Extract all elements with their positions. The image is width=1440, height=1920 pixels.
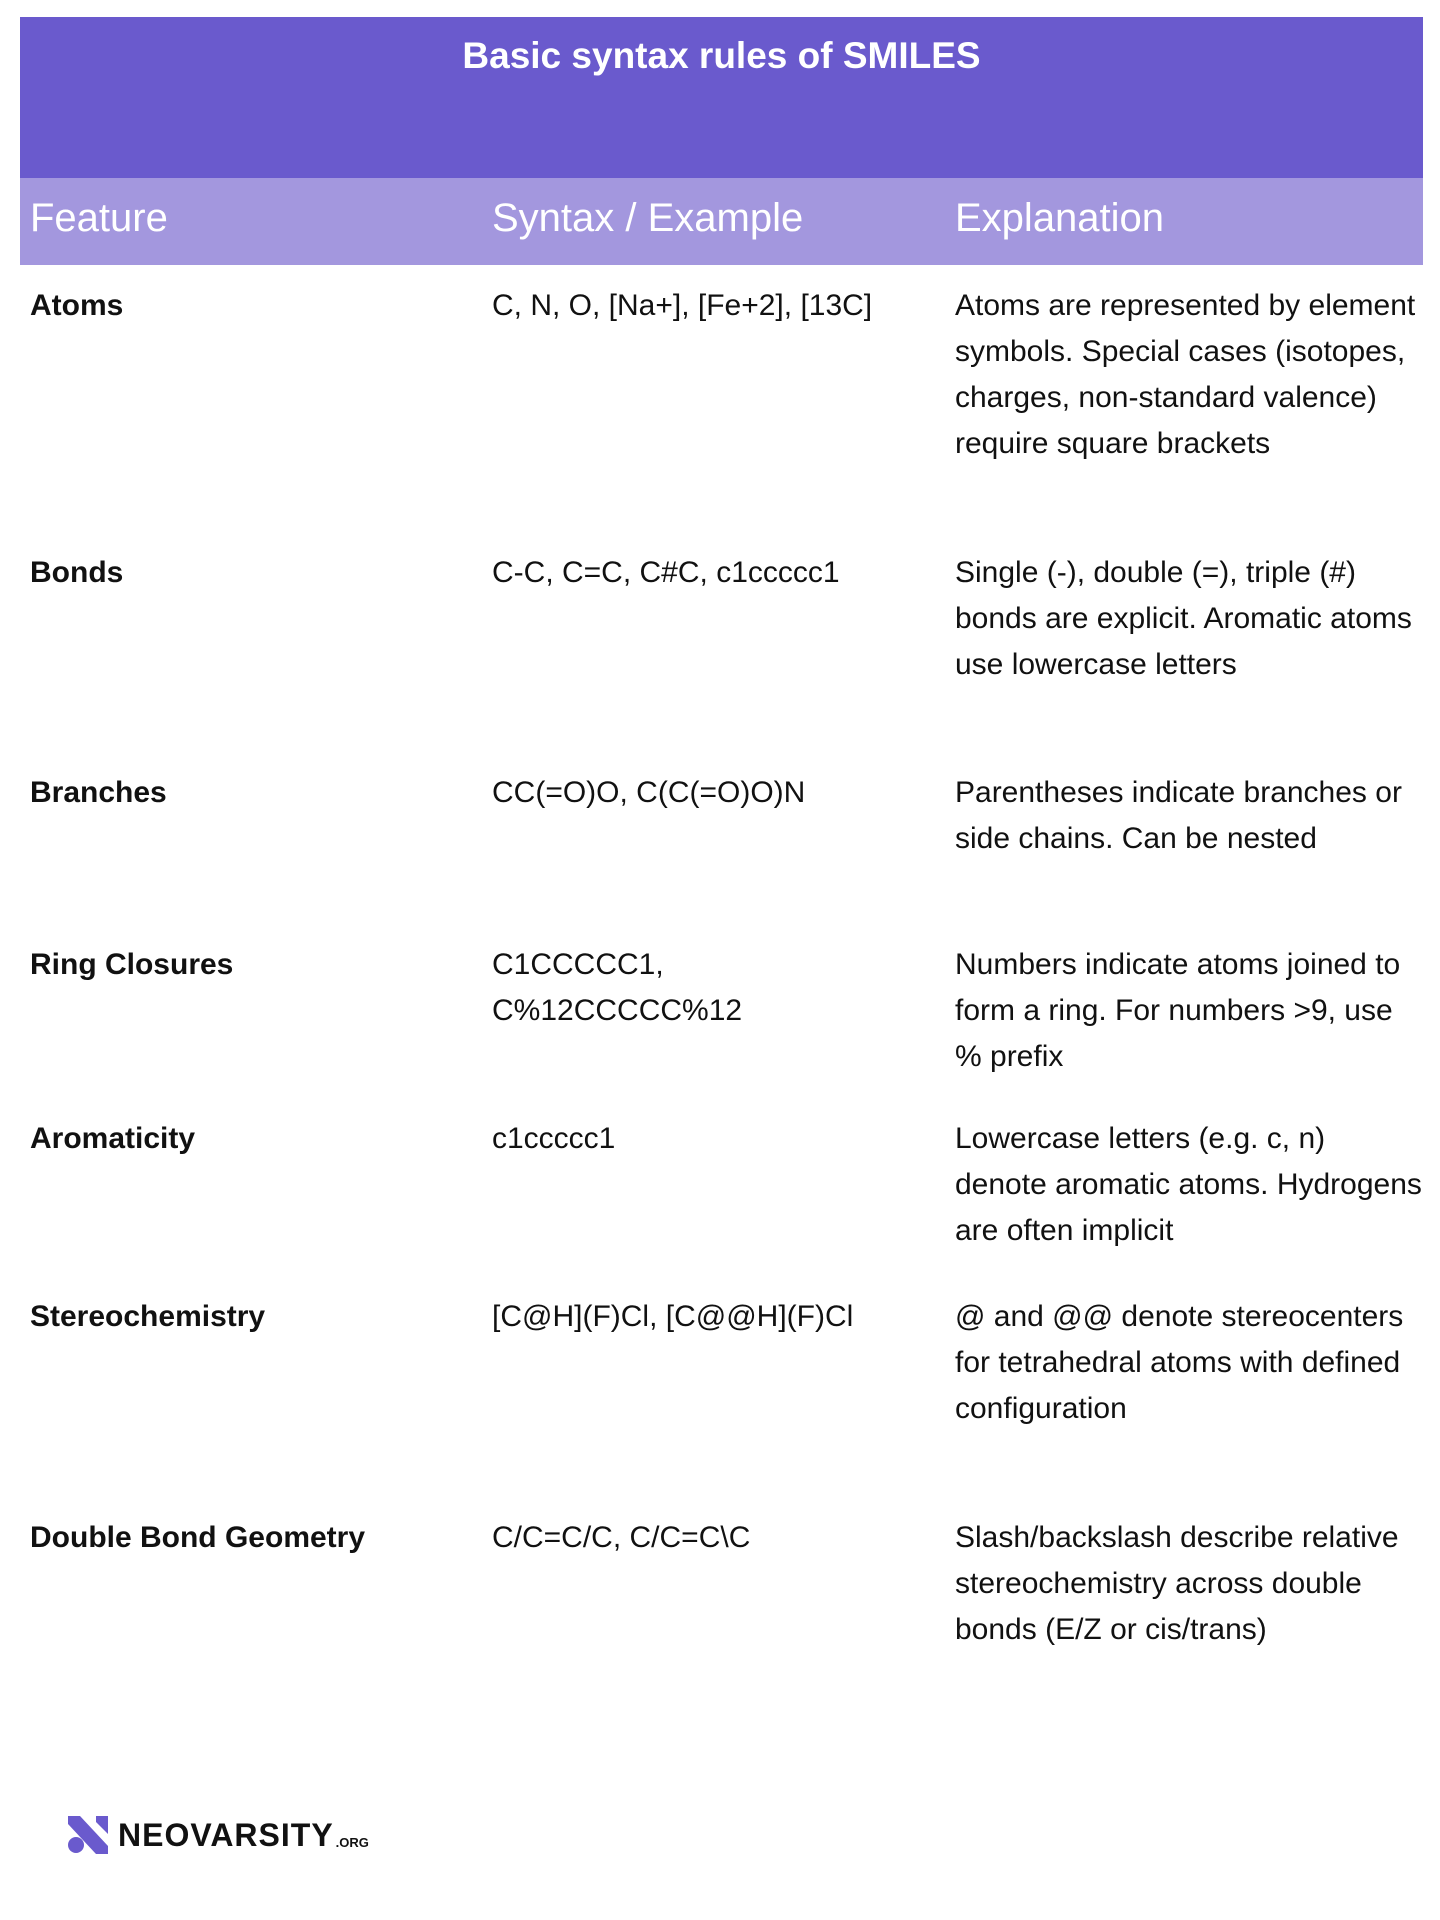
feature-cell: Atoms bbox=[30, 289, 124, 322]
title-banner bbox=[20, 17, 1423, 178]
feature-cell: Double Bond Geometry bbox=[30, 1521, 366, 1554]
syntax-cell: C-C, C=C, C#C, c1ccccc1 bbox=[492, 556, 840, 589]
feature-cell: Aromaticity bbox=[30, 1122, 196, 1155]
feature-cell: Branches bbox=[30, 776, 167, 809]
logo-mark-icon bbox=[68, 1816, 110, 1854]
neovarsity-logo bbox=[68, 1816, 369, 1854]
explanation-cell: Numbers indicate atoms joined to form a ring. For numbers >9, use % prefix bbox=[955, 948, 1401, 1073]
column-header-syntax: Syntax / Example bbox=[492, 196, 804, 240]
column-header-feature: Feature bbox=[30, 196, 168, 240]
feature-cell: Bonds bbox=[30, 556, 124, 589]
logo-name: NEOVARSITY bbox=[118, 1816, 334, 1853]
syntax-cell: C/C=C/C, C/C=C\C bbox=[492, 1521, 751, 1554]
explanation-cell: Lowercase letters (e.g. c, n) denote aromatic atoms. Hydrogens are often implicit bbox=[955, 1122, 1422, 1247]
syntax-cell: CC(=O)O, C(C(=O)O)N bbox=[492, 776, 806, 809]
logo-suffix: .ORG bbox=[335, 1834, 369, 1850]
explanation-cell: Parentheses indicate branches or side chains. Can be nested bbox=[955, 776, 1402, 855]
feature-cell: Ring Closures bbox=[30, 948, 234, 981]
feature-cell: Stereochemistry bbox=[30, 1300, 266, 1333]
syntax-cell: [C@H](F)Cl, [C@@H](F)Cl bbox=[492, 1300, 854, 1333]
explanation-cell: @ and @@ denote stereocenters for tetrahedral atoms with defined configuration bbox=[955, 1300, 1404, 1425]
explanation-cell: Slash/backslash describe relative stereochemistry across double bonds (E/Z or cis/trans) bbox=[955, 1521, 1399, 1646]
table-header bbox=[20, 178, 1423, 265]
explanation-cell: Single (-), double (=), triple (#) bonds are explicit. Aromatic atoms use lowercase letters bbox=[955, 556, 1412, 681]
syntax-cell: c1ccccc1 bbox=[492, 1122, 616, 1155]
page-title: Basic syntax rules of SMILES bbox=[462, 35, 981, 76]
column-header-explanation: Explanation bbox=[955, 196, 1165, 240]
syntax-cell: C1CCCCC1, C%12CCCCC%12 bbox=[492, 948, 743, 1027]
explanation-cell: Atoms are represented by element symbols. Special cases (isotopes, charges, non-standard valence) require square brackets bbox=[955, 289, 1416, 460]
syntax-cell: C, N, O, [Na+], [Fe+2], [13C] bbox=[492, 289, 873, 322]
